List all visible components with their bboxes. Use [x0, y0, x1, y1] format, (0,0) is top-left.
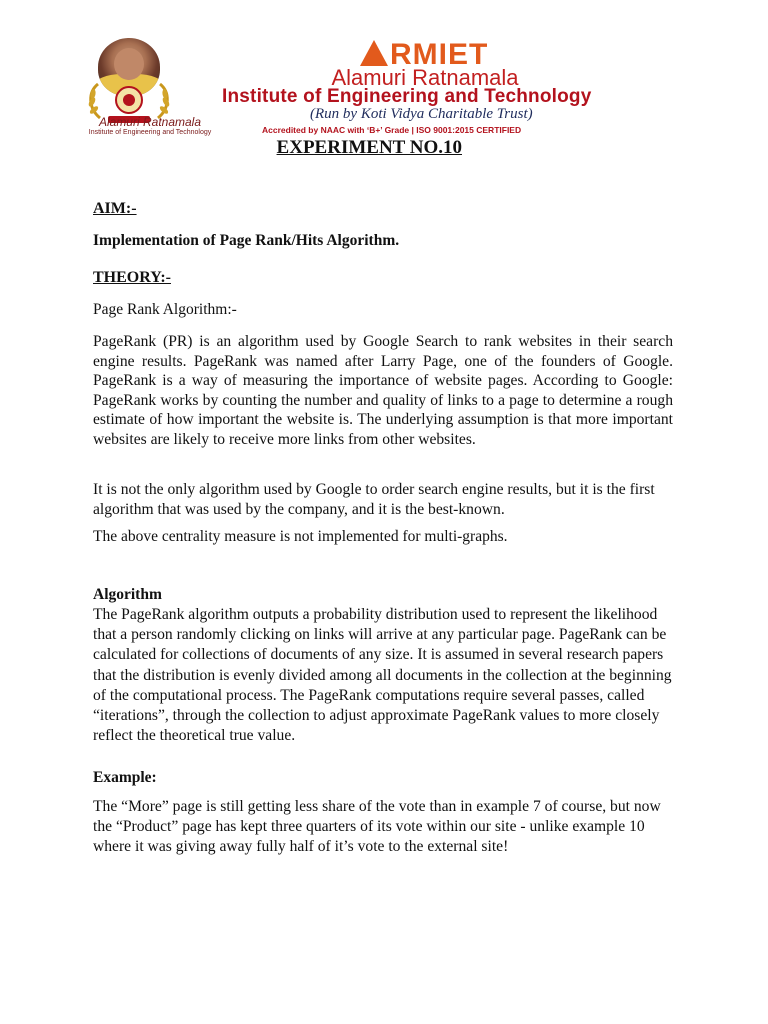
- example-paragraph: The “More” page is still getting less share of the vote than in example 7 of course, but now the “Product” page has kept three quarters of its vote within our site - unlike example 10 where it was giving away fully half of it’s vote to the external site!: [93, 798, 661, 856]
- institute-short-name: Alamuri Ratnamala: [331, 65, 519, 90]
- college-logo: [62, 38, 232, 138]
- letterhead: [0, 0, 768, 140]
- accreditation-line: Accredited by NAAC with ‘B+’ Grade | ISO 9001:2015 CERTIFIED: [262, 125, 522, 135]
- trust-line: (Run by Koti Vidya Charitable Trust): [310, 106, 533, 122]
- aim-text: Implementation of Page Rank/Hits Algorithm.: [93, 232, 400, 249]
- logo-caption-name: Alamuri Ratnamala: [98, 115, 202, 129]
- aim-heading: AIM:-: [93, 200, 137, 217]
- brand-a-triangle-icon: [360, 40, 388, 66]
- experiment-title: EXPERIMENT NO.10: [276, 137, 462, 158]
- page-rank-subheading: Page Rank Algorithm:-: [93, 301, 237, 318]
- theory-heading: THEORY:-: [93, 269, 171, 286]
- institute-full-name: Institute of Engineering and Technology: [222, 86, 592, 107]
- algorithm-heading: Algorithm: [93, 586, 162, 603]
- brand-text: RMIET: [390, 38, 489, 71]
- algorithm-paragraph: The PageRank algorithm outputs a probability distribution used to represent the likelihood that a person randomly clicking on links will arrive at any particular page. PageRank can be calculated for collections of documents of any size. It is assumed in several research papers that the distribution is evenly divided among all documents in the collection at the beginning of the computational process. The PageRank computations require several passes, called “iterations”, through the collection to adjust approximate PageRank values to more closely reflect the theoretical true value.: [93, 606, 672, 745]
- logo-caption-institute: Institute of Engineering and Technology: [88, 129, 212, 136]
- institute-heading: [210, 38, 680, 138]
- theory-paragraph-3: The above centrality measure is not implemented for multi-graphs.: [93, 528, 508, 545]
- example-heading: Example:: [93, 769, 157, 786]
- theory-paragraph-1: PageRank (PR) is an algorithm used by Google Search to rank websites in their search engine results. PageRank was named after Larry Page, one of the founders of Google. PageRank is a way of measuring the importance of website pages. According to Google: PageRank works by counting the number and quality of links to a page to determine a rough estimate of how important the website is. The underlying assumption is that more important websites are likely to receive more links from other websites.: [93, 333, 673, 448]
- theory-paragraph-2: It is not the only algorithm used by Google to order search engine results, but it is the first algorithm that was used by the company, and it is the best-known.: [93, 481, 655, 519]
